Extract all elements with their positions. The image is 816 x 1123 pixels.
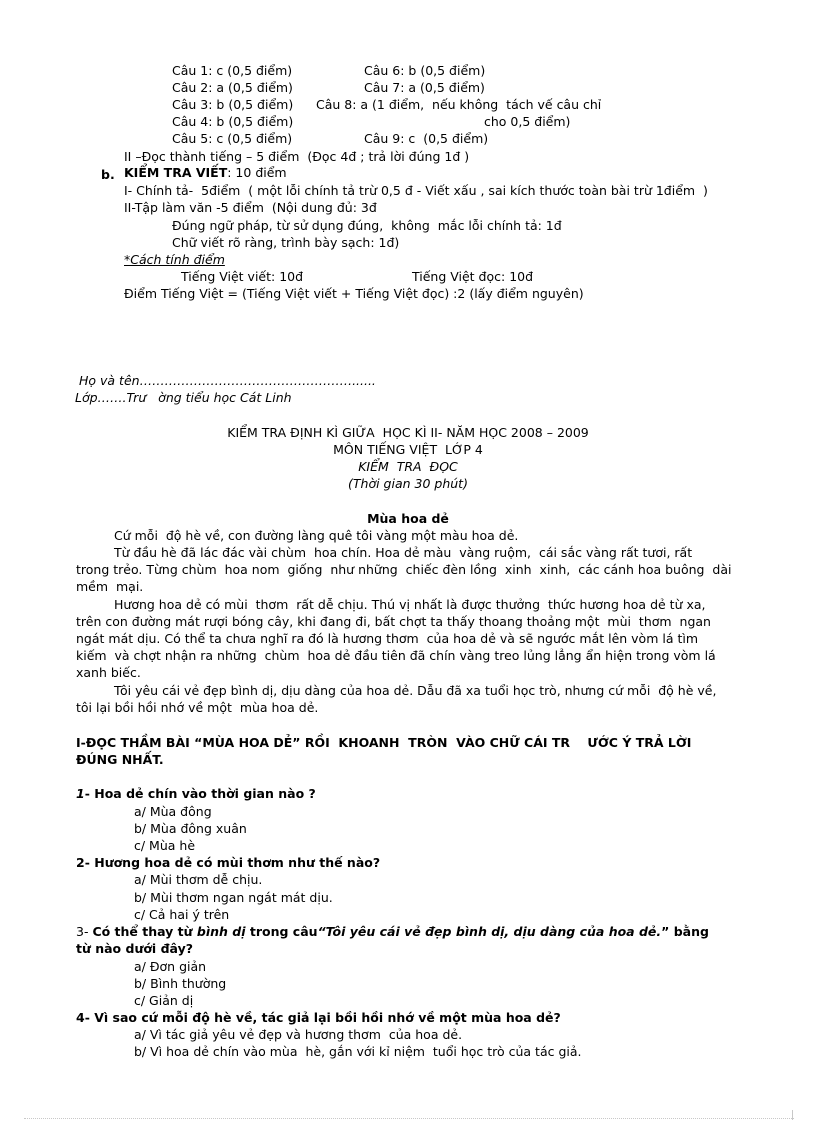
question-3	[76, 923, 709, 940]
question-2-option-b: b/ Mùi thơm ngan ngát mát dịu.	[134, 890, 333, 905]
question-4-option-a: a/ Vì tác giả yêu vẻ đẹp và hương thơm của hoa dẻ.	[134, 1027, 463, 1042]
passage-p4-line2: tôi lại bồi hồi nhớ về một mùa hoa dẻ.	[76, 700, 319, 715]
page-corner-mark	[792, 1110, 793, 1120]
tap-lam-van-line: II-Tập làm văn -5 điểm (Nội dung đủ: 3đ	[124, 200, 377, 215]
kiem-tra-viet-title: KIỂM TRA VIẾT	[124, 165, 228, 180]
passage-p3-line2: trên con đường mát rượi bóng cây, khi đang đi, bất chợt ta thấy thoang thoảng một mùi thơm ngan	[76, 614, 711, 629]
answer-line-1b: Câu 6: b (0,5 điểm)	[364, 63, 486, 78]
question-3-line2: từ nào dưới đây?	[76, 941, 193, 956]
instruction-line2: ĐÚNG NHẤT.	[76, 752, 164, 767]
answer-line-3b: Câu 8: a (1 điểm, nếu không tách vế câu chỉ	[316, 97, 602, 112]
answer-line-1a: Câu 1: c (0,5 điểm)	[172, 63, 293, 78]
kiem-tra-viet-heading	[124, 164, 287, 181]
exam-subject: MÔN TIẾNG VIỆT LỚP 4	[333, 442, 483, 457]
exam-time: (Thời gian 30 phút)	[348, 476, 468, 491]
passage-p2-line2: trong trẻo. Từng chùm hoa nom giống như những chiếc đèn lồng xinh xinh, các cánh hoa buông dài	[76, 562, 732, 577]
question-3-text-1: Có thể thay từ	[92, 924, 197, 939]
question-1-option-b: b/ Mùa đông xuân	[134, 821, 247, 836]
answer-line-4a: Câu 4: b (0,5 điểm)	[172, 114, 294, 129]
question-2-option-a: a/ Mùi thơm dễ chịu.	[134, 872, 263, 887]
question-3-option-a: a/ Đơn giản	[134, 959, 207, 974]
question-4: 4- Vì sao cứ mỗi độ hè về, tác giả lại bồi hồi nhớ về một mùa hoa dẻ?	[76, 1010, 561, 1025]
question-3-number: 3-	[76, 924, 93, 939]
question-3-quote: “Tôi yêu cái vẻ đẹp bình dị, dịu dàng của hoa dẻ.	[317, 924, 662, 939]
answer-line-2b: Câu 7: a (0,5 điểm)	[364, 80, 485, 95]
question-3-option-c: c/ Giản dị	[134, 993, 194, 1008]
student-class-line: Lớp…….Trư ờng tiểu học Cát Linh	[75, 390, 292, 405]
question-1-option-a: a/ Mùa đông	[134, 804, 212, 819]
doc-thanh-tieng: II –Đọc thành tiếng – 5 điểm (Đọc 4đ ; trả lời đúng 1đ )	[124, 149, 470, 164]
question-2: 2- Hương hoa dẻ có mùi thơm như thế nào?	[76, 855, 381, 870]
passage-p4-line1: Tôi yêu cái vẻ đẹp bình dị, dịu dàng của hoa dẻ. Dẫu đã xa tuổi học trò, nhưng cứ mỗi độ hè về,	[114, 683, 717, 698]
answer-line-4b: cho 0,5 điểm)	[484, 114, 571, 129]
question-3-text-2: trong câu	[245, 924, 318, 939]
question-2-option-c: c/ Cả hai ý trên	[134, 907, 230, 922]
passage-p2-line1: Từ đầu hè đã lác đác vài chùm hoa chín. Hoa dẻ màu vàng ruộm, cái sắc vàng rất tươi, rất	[114, 545, 693, 560]
answer-line-5b: Câu 9: c (0,5 điểm)	[364, 131, 489, 146]
passage-p2-line3: mềm mại.	[76, 579, 144, 594]
answer-line-5a: Câu 5: c (0,5 điểm)	[172, 131, 293, 146]
passage-title: Mùa hoa dẻ	[367, 511, 449, 526]
passage-p3-line3: ngát mát dịu. Có thể ta chưa nghĩ ra đó là hương thơm của hoa dẻ và sẽ ngước mắt lên vòm lá tìm	[76, 631, 699, 646]
kiem-tra-viet-points: : 10 điểm	[227, 165, 287, 180]
page-bottom-border	[24, 1118, 794, 1119]
chinh-ta-line: I- Chính tả- 5điểm ( một lỗi chính tả trừ 0,5 đ - Viết xấu , sai kích thước toàn bài trừ 1điểm )	[124, 183, 708, 198]
question-1-option-c: c/ Mùa hè	[134, 838, 196, 853]
passage-p3-line1: Hương hoa dẻ có mùi thơm rất dễ chịu. Thú vị nhất là được thưởng thức hương hoa dẻ từ xa,	[114, 597, 706, 612]
question-3-text-3: ” bằng	[661, 924, 709, 939]
tv-viet-line: Tiếng Việt viết: 10đ	[181, 269, 304, 284]
answer-line-2a: Câu 2: a (0,5 điểm)	[172, 80, 293, 95]
question-3-word: bình dị	[196, 924, 246, 939]
tv-doc-line: Tiếng Việt đọc: 10đ	[412, 269, 534, 284]
question-4-option-b: b/ Vì hoa dẻ chín vào mùa hè, gắn với kỉ niệm tuổi học trò của tác giả.	[134, 1044, 582, 1059]
student-name-line: Họ và tên……………………………………………......	[79, 373, 376, 388]
section-marker-b: b.	[101, 167, 115, 182]
cach-tinh-diem: *Cách tính điểm	[124, 252, 225, 267]
ngu-phap-line: Đúng ngữ pháp, từ sử dụng đúng, không mắc lỗi chính tả: 1đ	[172, 218, 562, 233]
exam-title: KIỂM TRA ĐỊNH KÌ GIỮA HỌC KÌ II- NĂM HỌC 2008 – 2009	[227, 425, 589, 440]
passage-p3-line5: xanh biếc.	[76, 665, 141, 680]
question-1	[76, 785, 316, 802]
answer-line-3a: Câu 3: b (0,5 điểm)	[172, 97, 294, 112]
passage-p1: Cứ mỗi độ hè về, con đường làng quê tôi vàng một màu hoa dẻ.	[114, 528, 519, 543]
diem-tv-line: Điểm Tiếng Việt = (Tiếng Việt viết + Tiếng Việt đọc) :2 (lấy điểm nguyên)	[124, 286, 584, 301]
instruction-line1: I-ĐỌC THẦM BÀI “MÙA HOA DẺ” RỒI KHOANH TRÒN VÀO CHỮ CÁI TR ƯỚC Ý TRẢ LỜI	[76, 735, 692, 750]
question-1-text: - Hoa dẻ chín vào thời gian nào ?	[84, 786, 316, 801]
question-3-option-b: b/ Bình thường	[134, 976, 227, 991]
passage-p3-line4: kiếm và chợt nhận ra những chùm hoa dẻ đầu tiên đã chín vàng treo lủng lẳng ẩn hiện trong vòm lá	[76, 648, 716, 663]
exam-part: KIỂM TRA ĐỌC	[358, 459, 458, 474]
question-1-number: 1	[76, 786, 85, 801]
chu-viet-line: Chữ viết rõ ràng, trình bày sạch: 1đ)	[172, 235, 400, 250]
